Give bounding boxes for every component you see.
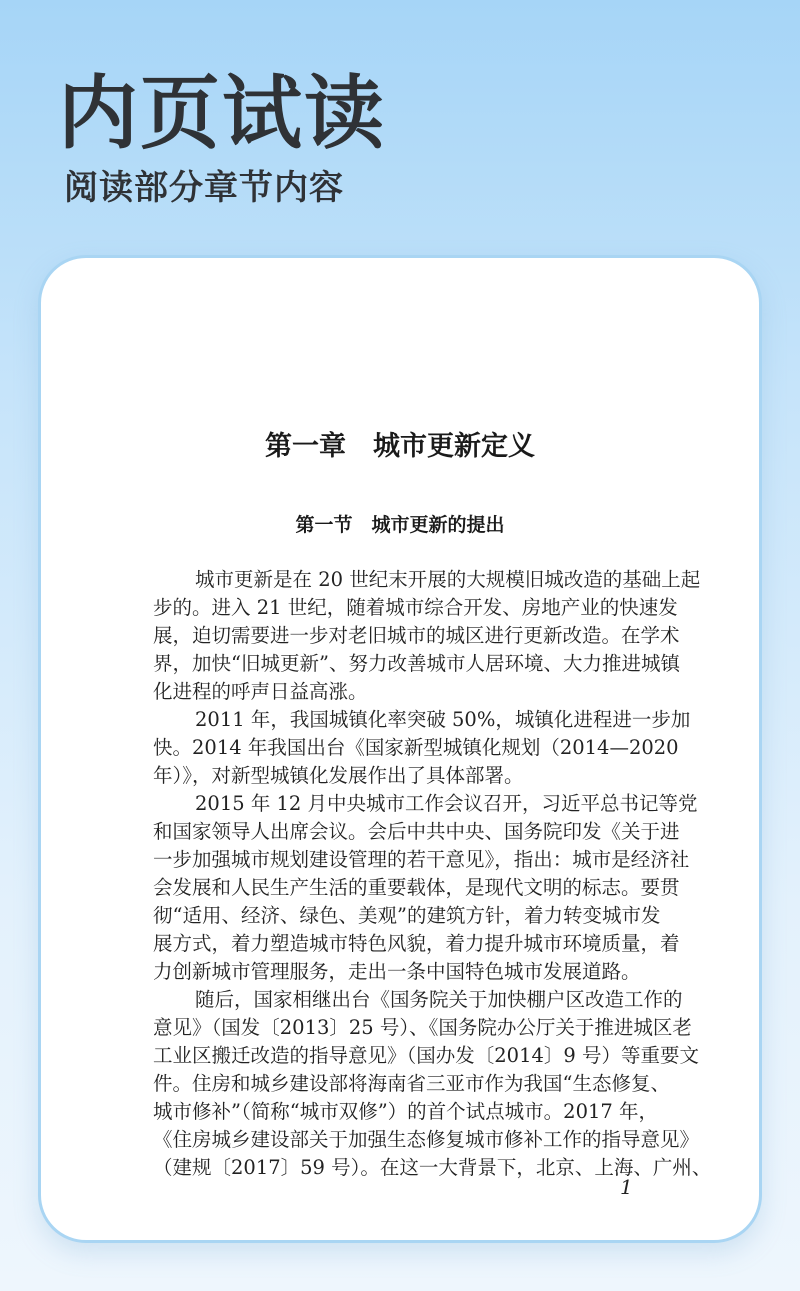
body-text	[153, 566, 712, 1182]
text-line: 2011 年，我国城镇化率突破 50%，城镇化进程进一步加	[195, 708, 691, 731]
text-line: 力创新城市管理服务，走出一条中国特色城市发展道路。	[153, 960, 641, 983]
text-line: 彻“适用、经济、绿色、美观”的建筑方针，着力转变城市发	[153, 904, 661, 927]
page-number: 1	[620, 1175, 633, 1199]
text-line: （建规〔2017〕59 号）。在这一大背景下，北京、上海、广州、	[153, 1156, 712, 1179]
text-line: 随后，国家相继出台《国务院关于加快棚户区改造工作的	[195, 988, 683, 1011]
paragraph	[153, 706, 691, 790]
paragraph	[153, 566, 701, 706]
text-line: 化进程的呼声日益高涨。	[153, 680, 368, 703]
text-line: 2015 年 12 月中央城市工作会议召开，习近平总书记等党	[195, 792, 698, 815]
text-line: 会发展和人民生产生活的重要载体，是现代文明的标志。要贯	[153, 876, 680, 899]
chapter-title: 第一章 城市更新定义	[265, 431, 535, 462]
text-line: 城市更新是在 20 世纪末开展的大规模旧城改造的基础上起	[195, 568, 701, 591]
text-line: 城市修补”（简称“城市双修”）的首个试点城市。2017 年，	[153, 1100, 658, 1123]
text-line: 界，加快“旧城更新”、努力改善城市人居环境、大力推进城镇	[153, 652, 680, 675]
text-line: 快。2014 年我国出台《国家新型城镇化规划（2014—2020	[153, 736, 679, 759]
text-line: 年）》，对新型城镇化发展作出了具体部署。	[153, 764, 524, 787]
text-line: 《住房城乡建设部关于加强生态修复城市修补工作的指导意见》	[153, 1128, 700, 1151]
paragraph	[153, 790, 698, 986]
text-line: 意见》（国发〔2013〕25 号）、《国务院办公厅关于推进城区老	[153, 1016, 692, 1039]
preview-subtitle: 阅读部分章节内容	[64, 168, 344, 208]
paragraph	[153, 986, 712, 1182]
text-line: 展方式，着力塑造城市特色风貌，着力提升城市环境质量，着	[153, 932, 680, 955]
text-line: 展，迫切需要进一步对老旧城市的城区进行更新改造。在学术	[153, 624, 680, 647]
text-line: 工业区搬迁改造的指导意见》（国办发〔2014〕9 号）等重要文	[153, 1044, 699, 1067]
text-line: 一步加强城市规划建设管理的若干意见》，指出：城市是经济社	[153, 848, 690, 871]
text-line: 件。住房和城乡建设部将海南省三亚市作为我国“生态修复、	[153, 1072, 670, 1095]
text-line: 和国家领导人出席会议。会后中共中央、国务院印发《关于进	[153, 820, 680, 843]
preview-title: 内页试读	[58, 67, 386, 160]
section-title: 第一节 城市更新的提出	[295, 514, 505, 536]
text-line: 步的。进入 21 世纪，随着城市综合开发、房地产业的快速发	[153, 596, 678, 619]
